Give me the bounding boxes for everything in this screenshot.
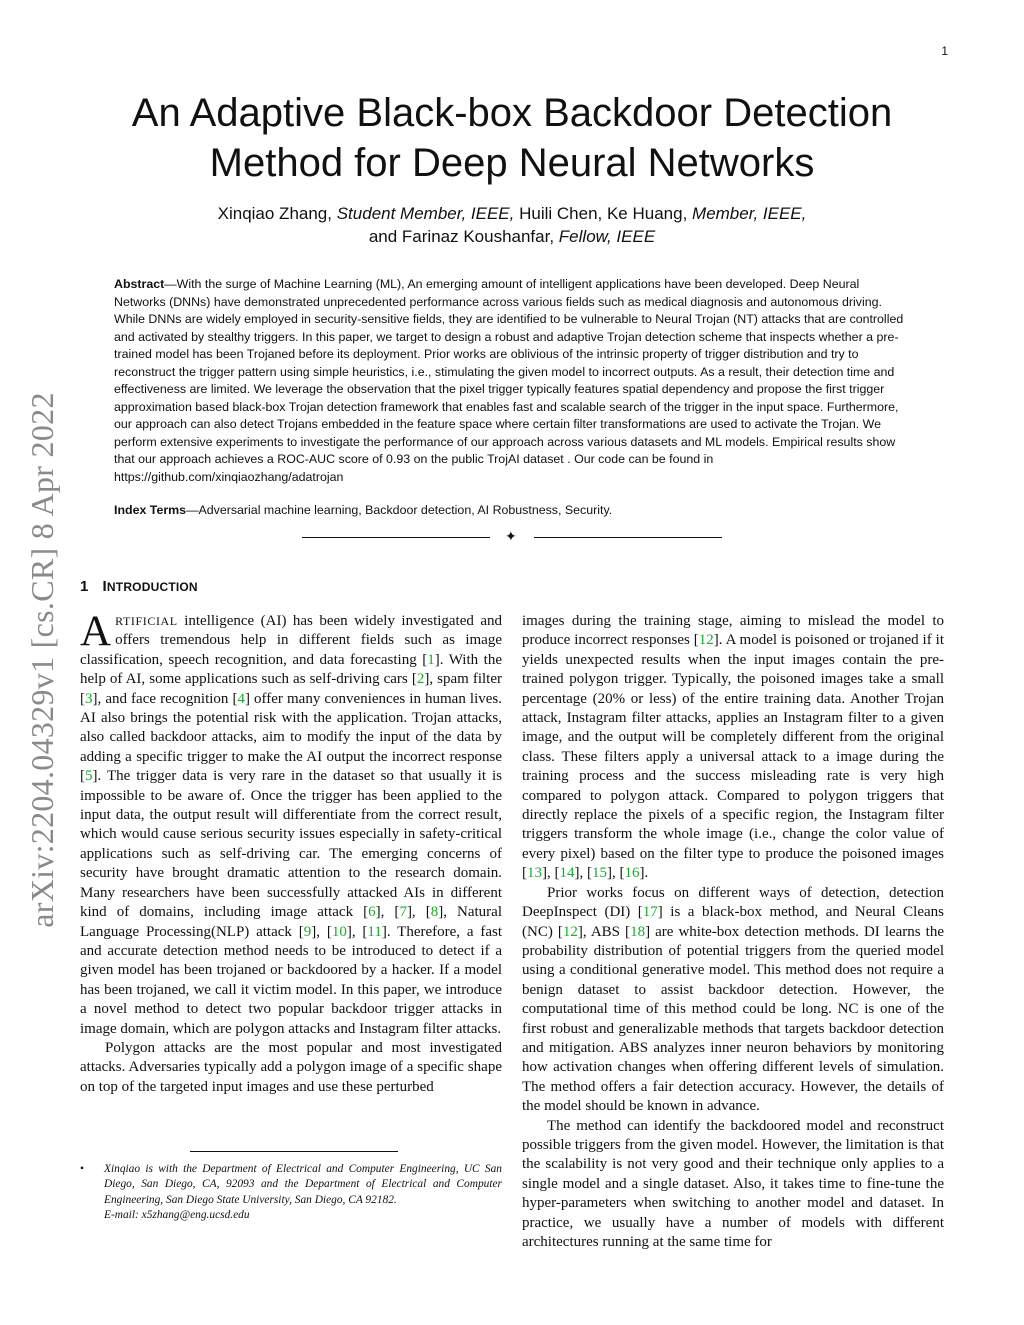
index-terms-text: —Adversarial machine learning, Backdoor detection, AI Robustness, Security.	[186, 503, 613, 517]
citation-link[interactable]: 5	[85, 768, 93, 785]
citation-link[interactable]: 12	[698, 632, 714, 649]
text-run: ], and face recognition [	[92, 690, 238, 707]
citation-link[interactable]: 18	[630, 923, 646, 940]
citation-link[interactable]: 15	[592, 865, 607, 882]
divider-rule-left	[302, 537, 490, 538]
text-run: ] are white-box detection methods. DI learns the probability distribution of potential triggers from the queried model using a conditional generative model. This method does not require a benign dataset to assist backdoor detection. However, the computational time of this method could be long. NC is one of the first robust and generalizable methods that targets backdoor detection and mitigation. ABS analyzes inner neuron behaviors by monitoring how activation changes when offering different levels of simulation. The method offers a fair detection accuracy. However, the details of the model should be known in advance.	[522, 923, 945, 1115]
text-run: ], [	[346, 923, 368, 940]
citation-link[interactable]: 9	[303, 923, 312, 940]
citation-link[interactable]: 17	[642, 904, 658, 921]
author-line-1	[110, 202, 914, 225]
section-title-rest: NTRODUCTION	[106, 580, 198, 594]
citation-link[interactable]: 8	[430, 904, 439, 921]
index-terms	[114, 502, 910, 520]
text-run: ]. Therefore, a fast and accurate detection method needs to be introduced to detect if a given model has been trojaned or backdoored by a hacker. If a model has been trojaned, we call it victim model. In this paper, we introduce a novel method to detect two popular backdoor trigger attacks in image domain, which are polygon attacks and Instagram filter attacks.	[80, 923, 502, 1037]
abstract-label: Abstract	[114, 277, 165, 291]
paragraph	[522, 612, 944, 884]
index-terms-label: Index Terms	[114, 503, 187, 517]
lead-word: RTIFICIAL	[115, 614, 178, 628]
text-run: ], ABS [	[577, 923, 631, 940]
citation-link[interactable]: 7	[399, 904, 407, 921]
text-run: ]. The trigger data is very rare in the dataset so that usually it is impossible to be aware of. Once the trigger has been applied to the input data, the output result will differentiate from the correct result, which would cause serious security issues especially in safety-critical applications such as self-driving car. The emerging concerns of security have brought dramatic attention to the research domain. Many researchers have been successfully attacked AIs in different kind of domains, including image attack [	[80, 768, 502, 921]
text-run: images during the training stage, aiming to mislead the model to produce incorrect responses [	[522, 613, 944, 649]
text-run: ] is a black-box method, and Neural Cleans (NC) [	[522, 904, 945, 940]
citation-link[interactable]: 1	[427, 651, 435, 668]
title-line-2: Method for Deep Neural Networks	[209, 141, 815, 185]
footnote-rule	[190, 1151, 398, 1152]
abstract	[114, 276, 910, 486]
bullet-icon: •	[80, 1163, 84, 1175]
citation-link[interactable]: 14	[559, 865, 575, 882]
text-run: ], [	[542, 865, 560, 882]
author-name: and Farinaz Koushanfar,	[368, 227, 559, 246]
paper-title	[90, 88, 934, 188]
citation-link[interactable]: 3	[85, 690, 93, 707]
citation-link[interactable]: 6	[368, 904, 376, 921]
text-run: ] offer many conveniences in human lives. AI also brings the potential risk with the application. Trojan attacks, also called backdoor attacks, aim to modify the input of the data by adding a specific trigger to make the AI output the incorrect response [	[80, 690, 502, 785]
text-run: ].	[639, 865, 649, 882]
section-number: 1	[80, 578, 89, 595]
citation-link[interactable]: 10	[331, 923, 347, 940]
text-run: Prior works focus on different ways of detection, detection DeepInspect (DI) [	[522, 884, 944, 921]
citation-link[interactable]: 2	[416, 671, 425, 688]
author-name: Huili Chen, Ke Huang,	[514, 204, 693, 223]
arxiv-identifier: arXiv:2204.04329v1 [cs.CR] 8 Apr 2022	[24, 392, 60, 928]
text-run: ], [	[311, 923, 332, 940]
citation-link[interactable]: 4	[237, 690, 245, 707]
text-run: intelligence (AI) has been widely investigated and offers tremendous help in different fields such as image classification, speech recognition, and data forecasting [	[80, 613, 502, 668]
text-run: ], spam filter [	[80, 671, 502, 707]
text-run: ], [	[607, 865, 625, 882]
author-role: Student Member, IEEE,	[336, 204, 515, 223]
citation-link[interactable]: 11	[367, 923, 382, 940]
text-run: ]. A model is poisoned or trojaned if it yields unexpected results when the input images contain the pre-trained polygon trigger. Typically, the poisoned images take a small percentage (20% or less) of the entire training data. Another Trojan attack, Instagram filter attacks, applies an Instagram filter to a given image, and the output will be completely different from the original class. These filters apply a universal attack to a image during the training process and the success misleading rate is very high compared to polygon attack. Compared to polygon triggers that directly replace the pixels of a specific region, the Instagram filter triggers transform the whole image (i.e., change the color value of every pixel) based on the filter type to produce the poisoned images [	[522, 632, 944, 882]
footnote-email: E-mail: x5zhang@eng.ucsd.edu	[104, 1209, 250, 1222]
drop-cap: A	[80, 608, 112, 655]
footnote	[80, 1162, 502, 1224]
section-heading	[80, 578, 198, 595]
citation-link[interactable]: 16	[624, 865, 640, 882]
title-line-1: An Adaptive Black-box Backdoor Detection	[131, 91, 893, 135]
author-list	[110, 202, 914, 248]
author-role: Fellow, IEEE	[558, 227, 656, 246]
text-run: ], Natural Language Processing(NLP) attack [	[80, 904, 503, 940]
footnote-affiliation: Xinqiao is with the Department of Electrical and Computer Engineering, UC San Diego, San Diego, CA, 92093 and the Department of Electrical and Computer Engineering, San Diego State University, San Diego, CA 92182.	[104, 1163, 502, 1206]
paragraph: Polygon attacks are the most popular and most investigated attacks. Adversaries typically add a polygon image of a specific shape on top of the targeted input images and use these perturbed	[80, 1039, 502, 1095]
text-run: ], [	[375, 904, 400, 921]
text-run: ], [	[406, 904, 431, 921]
paragraph: The method can identify the backdoored model and reconstruct possible triggers from the given model. However, the limitation is that the scalability is not very good and their technique only applies to a single model and a single dataset. Also, it takes time to fine-tune the hyper-parameters when switching to another model and dataset. In practice, we usually have a number of models with different architectures running at the same time for	[522, 1117, 944, 1250]
author-name: Xinqiao Zhang,	[217, 204, 337, 223]
paragraph	[80, 608, 503, 1039]
citation-link[interactable]: 13	[527, 865, 542, 882]
section-divider	[302, 530, 722, 546]
section-title-initial: I	[102, 578, 107, 595]
text-run: ]. With the help of AI, some applications such as self-driving cars [	[80, 651, 502, 688]
paragraph	[522, 884, 944, 1117]
author-role: Member, IEEE,	[692, 204, 807, 223]
page-number: 1	[941, 44, 948, 58]
abstract-text: —With the surge of Machine Learning (ML), An emerging amount of intelligent applications have been developed. Deep Neural Networks (DNNs) have demonstrated unprecedented performance across various fields such as medical diagnosis and autonomous driving. While DNNs are widely employed in security-sensitive fields, they are identified to be vulnerable to Neural Trojan (NT) attacks that are controlled and activated by stealthy triggers. In this paper, we target to design a robust and adaptive Trojan detection scheme that inspects whether a pre-trained model has been Trojaned before its deployment. Prior works are oblivious of the intrinsic property of trigger distribution and try to reconstruct the trigger pattern using simple heuristics, i.e., stimulating the given model to incorrect outputs. As a result, their detection time and effectiveness are limited. We leverage the observation that the pixel trigger typically features spatial dependency and propose the first trigger approximation based black-box Trojan detection framework that enables fast and scalable search of the trigger in the input space. Furthermore, our approach can also detect Trojans embedded in the feature space where certain filter transformations are used to activate the Trojan. We perform extensive experiments to investigate the performance of our approach across various datasets and ML models. Empirical results show that our approach achieves a ROC-AUC score of 0.93 on the public TrojAI dataset . Our code can be found in https://github.com/xinqiaozhang/adatrojan	[114, 277, 904, 484]
text-run: ], [	[574, 865, 592, 882]
body-column-right	[522, 612, 944, 1252]
citation-link[interactable]: 12	[562, 923, 578, 940]
divider-rule-right	[534, 537, 722, 538]
author-line-2	[110, 225, 914, 248]
divider-diamond-icon: ✦	[505, 530, 517, 545]
body-column-left	[80, 608, 503, 1097]
